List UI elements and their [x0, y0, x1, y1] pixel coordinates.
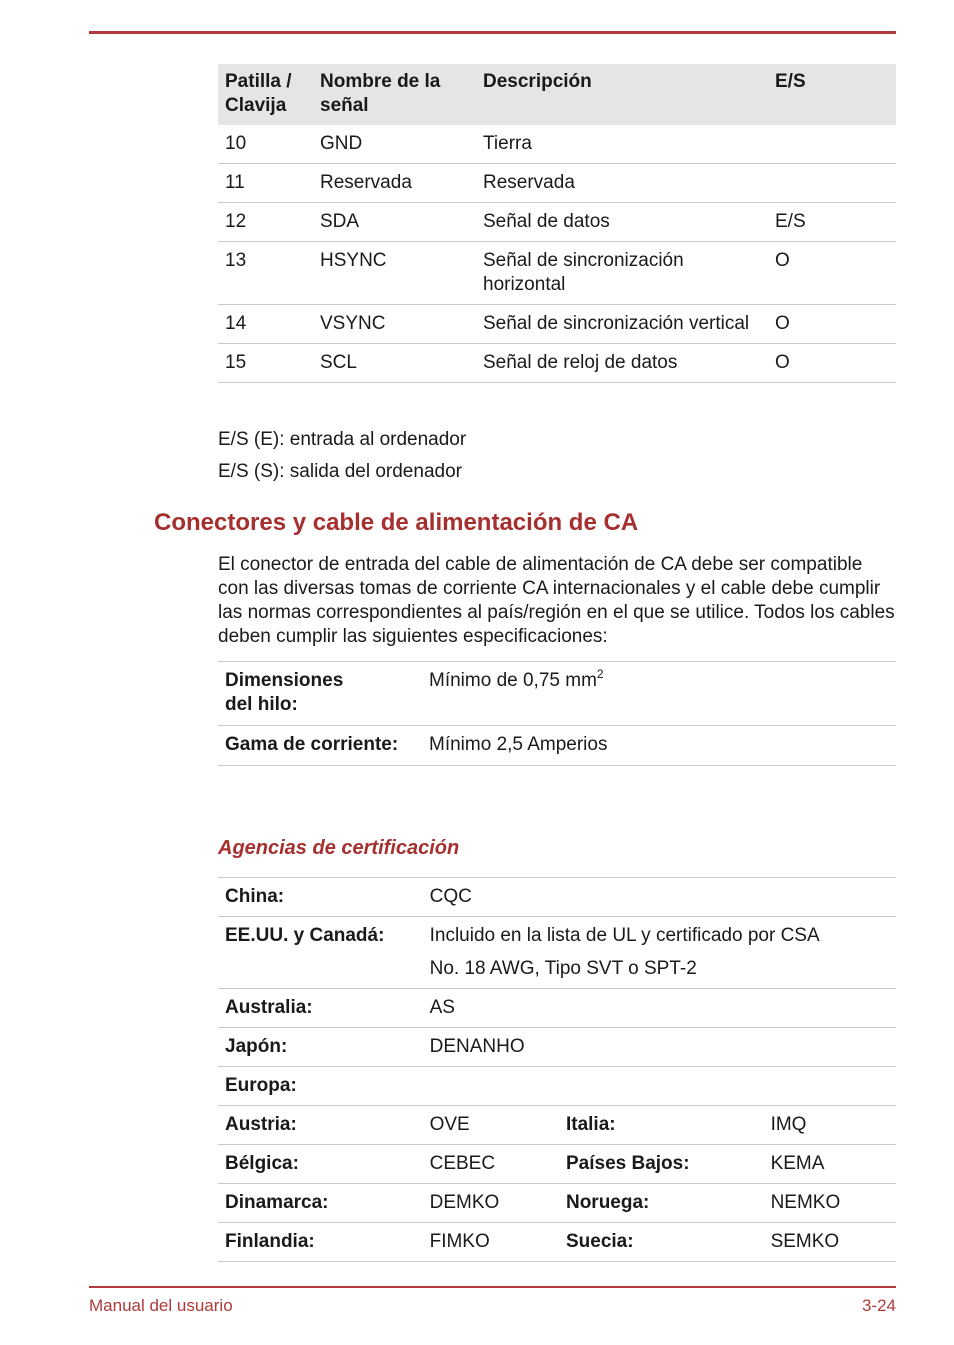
table-row	[218, 305, 896, 344]
country-label: China:	[218, 878, 423, 917]
country-label: Noruega:	[559, 1184, 764, 1223]
country-label: Australia:	[218, 989, 423, 1028]
note-output: E/S (S): salida del ordenador	[218, 461, 462, 482]
footer-manual-title: Manual del usuario	[89, 1296, 233, 1315]
io-cell: E/S	[768, 203, 896, 242]
table-row	[218, 878, 896, 917]
agency-value: NEMKO	[764, 1184, 896, 1223]
table-row	[218, 1145, 896, 1184]
io-cell	[768, 125, 896, 164]
table-row	[218, 726, 896, 766]
io-cell	[768, 164, 896, 203]
agency-value: AS	[423, 989, 896, 1028]
table-row	[218, 1223, 896, 1262]
cable-spec-table	[218, 661, 896, 766]
agency-value: DENANHO	[423, 1028, 896, 1067]
agency-value	[423, 917, 896, 989]
io-cell: O	[768, 305, 896, 344]
header-description: Descripción	[476, 64, 768, 125]
table-row	[218, 164, 896, 203]
io-cell: O	[768, 242, 896, 305]
signal-cell: HSYNC	[313, 242, 476, 305]
pin-cell: 14	[218, 305, 313, 344]
country-label: Dinamarca:	[218, 1184, 423, 1223]
agency-value: DEMKO	[423, 1184, 559, 1223]
agency-line-1: Incluido en la lista de UL y certificado por CSA	[429, 925, 820, 946]
table-row	[218, 989, 896, 1028]
country-label: Bélgica:	[218, 1145, 423, 1184]
table-header-row	[218, 64, 896, 125]
description-cell: Tierra	[476, 125, 768, 164]
description-cell: Señal de datos	[476, 203, 768, 242]
certification-heading: Agencias de certificación	[218, 837, 460, 859]
certification-table	[218, 877, 896, 1262]
spec-value	[422, 662, 896, 726]
footer-page-number: 3-24	[861, 1296, 896, 1315]
description-cell: Señal de sincronización vertical	[476, 305, 768, 344]
wire-size-superscript: 2	[596, 667, 604, 681]
table-row	[218, 917, 896, 989]
header-pin: Patilla / Clavija	[218, 64, 313, 125]
description-cell: Señal de sincronización horizontal	[476, 242, 768, 305]
note-input: E/S (E): entrada al ordenador	[218, 429, 467, 450]
top-rule	[89, 31, 896, 34]
footer-rule	[89, 1286, 896, 1288]
signal-cell: VSYNC	[313, 305, 476, 344]
table-row	[218, 1106, 896, 1145]
table-row	[218, 125, 896, 164]
signal-cell: SDA	[313, 203, 476, 242]
table-row	[218, 1028, 896, 1067]
description-cell: Reservada	[476, 164, 768, 203]
header-signal-name: Nombre de la señal	[313, 64, 476, 125]
country-label: Finlandia:	[218, 1223, 423, 1262]
country-label: Japón:	[218, 1028, 423, 1067]
pin-signal-table	[218, 64, 896, 383]
agency-value: SEMKO	[764, 1223, 896, 1262]
agency-value: OVE	[423, 1106, 559, 1145]
section-title: Conectores y cable de alimentación de CA	[154, 509, 639, 536]
table-row	[218, 1067, 896, 1106]
agency-value: FIMKO	[423, 1223, 559, 1262]
wire-size-label: Dimensiones del hilo:	[225, 670, 344, 715]
signal-cell: Reservada	[313, 164, 476, 203]
pin-cell: 13	[218, 242, 313, 305]
pin-cell: 15	[218, 344, 313, 383]
agency-value: CQC	[423, 878, 896, 917]
region-label: Europa:	[218, 1067, 896, 1106]
country-label: EE.UU. y Canadá:	[218, 917, 423, 989]
table-row	[218, 203, 896, 242]
signal-cell: GND	[313, 125, 476, 164]
current-range-value: Mínimo 2,5 Amperios	[422, 726, 896, 766]
section-paragraph: El conector de entrada del cable de alimentación de CA debe ser compatible con las diversas tomas de corriente CA internacionales y el cable debe cumplir las normas correspondientes al país/región en el que se utilice. Todos los cables deben cumplir las siguientes especificaciones:	[218, 554, 895, 647]
agency-value: CEBEC	[423, 1145, 559, 1184]
io-cell: O	[768, 344, 896, 383]
spec-label	[218, 662, 422, 726]
signal-cell: SCL	[313, 344, 476, 383]
description-cell: Señal de reloj de datos	[476, 344, 768, 383]
agency-line-2: No. 18 AWG, Tipo SVT o SPT-2	[429, 958, 697, 979]
table-row	[218, 662, 896, 726]
table-row	[218, 242, 896, 305]
country-label: Italia:	[559, 1106, 764, 1145]
agency-value: IMQ	[764, 1106, 896, 1145]
pin-cell: 10	[218, 125, 313, 164]
wire-size-value: Mínimo de 0,75 mm	[429, 670, 597, 691]
table-row	[218, 1184, 896, 1223]
table-row	[218, 344, 896, 383]
header-io: E/S	[768, 64, 896, 125]
pin-cell: 12	[218, 203, 313, 242]
country-label: Países Bajos:	[559, 1145, 764, 1184]
agency-value: KEMA	[764, 1145, 896, 1184]
current-range-label: Gama de corriente:	[218, 726, 422, 766]
country-label: Suecia:	[559, 1223, 764, 1262]
country-label: Austria:	[218, 1106, 423, 1145]
pin-cell: 11	[218, 164, 313, 203]
